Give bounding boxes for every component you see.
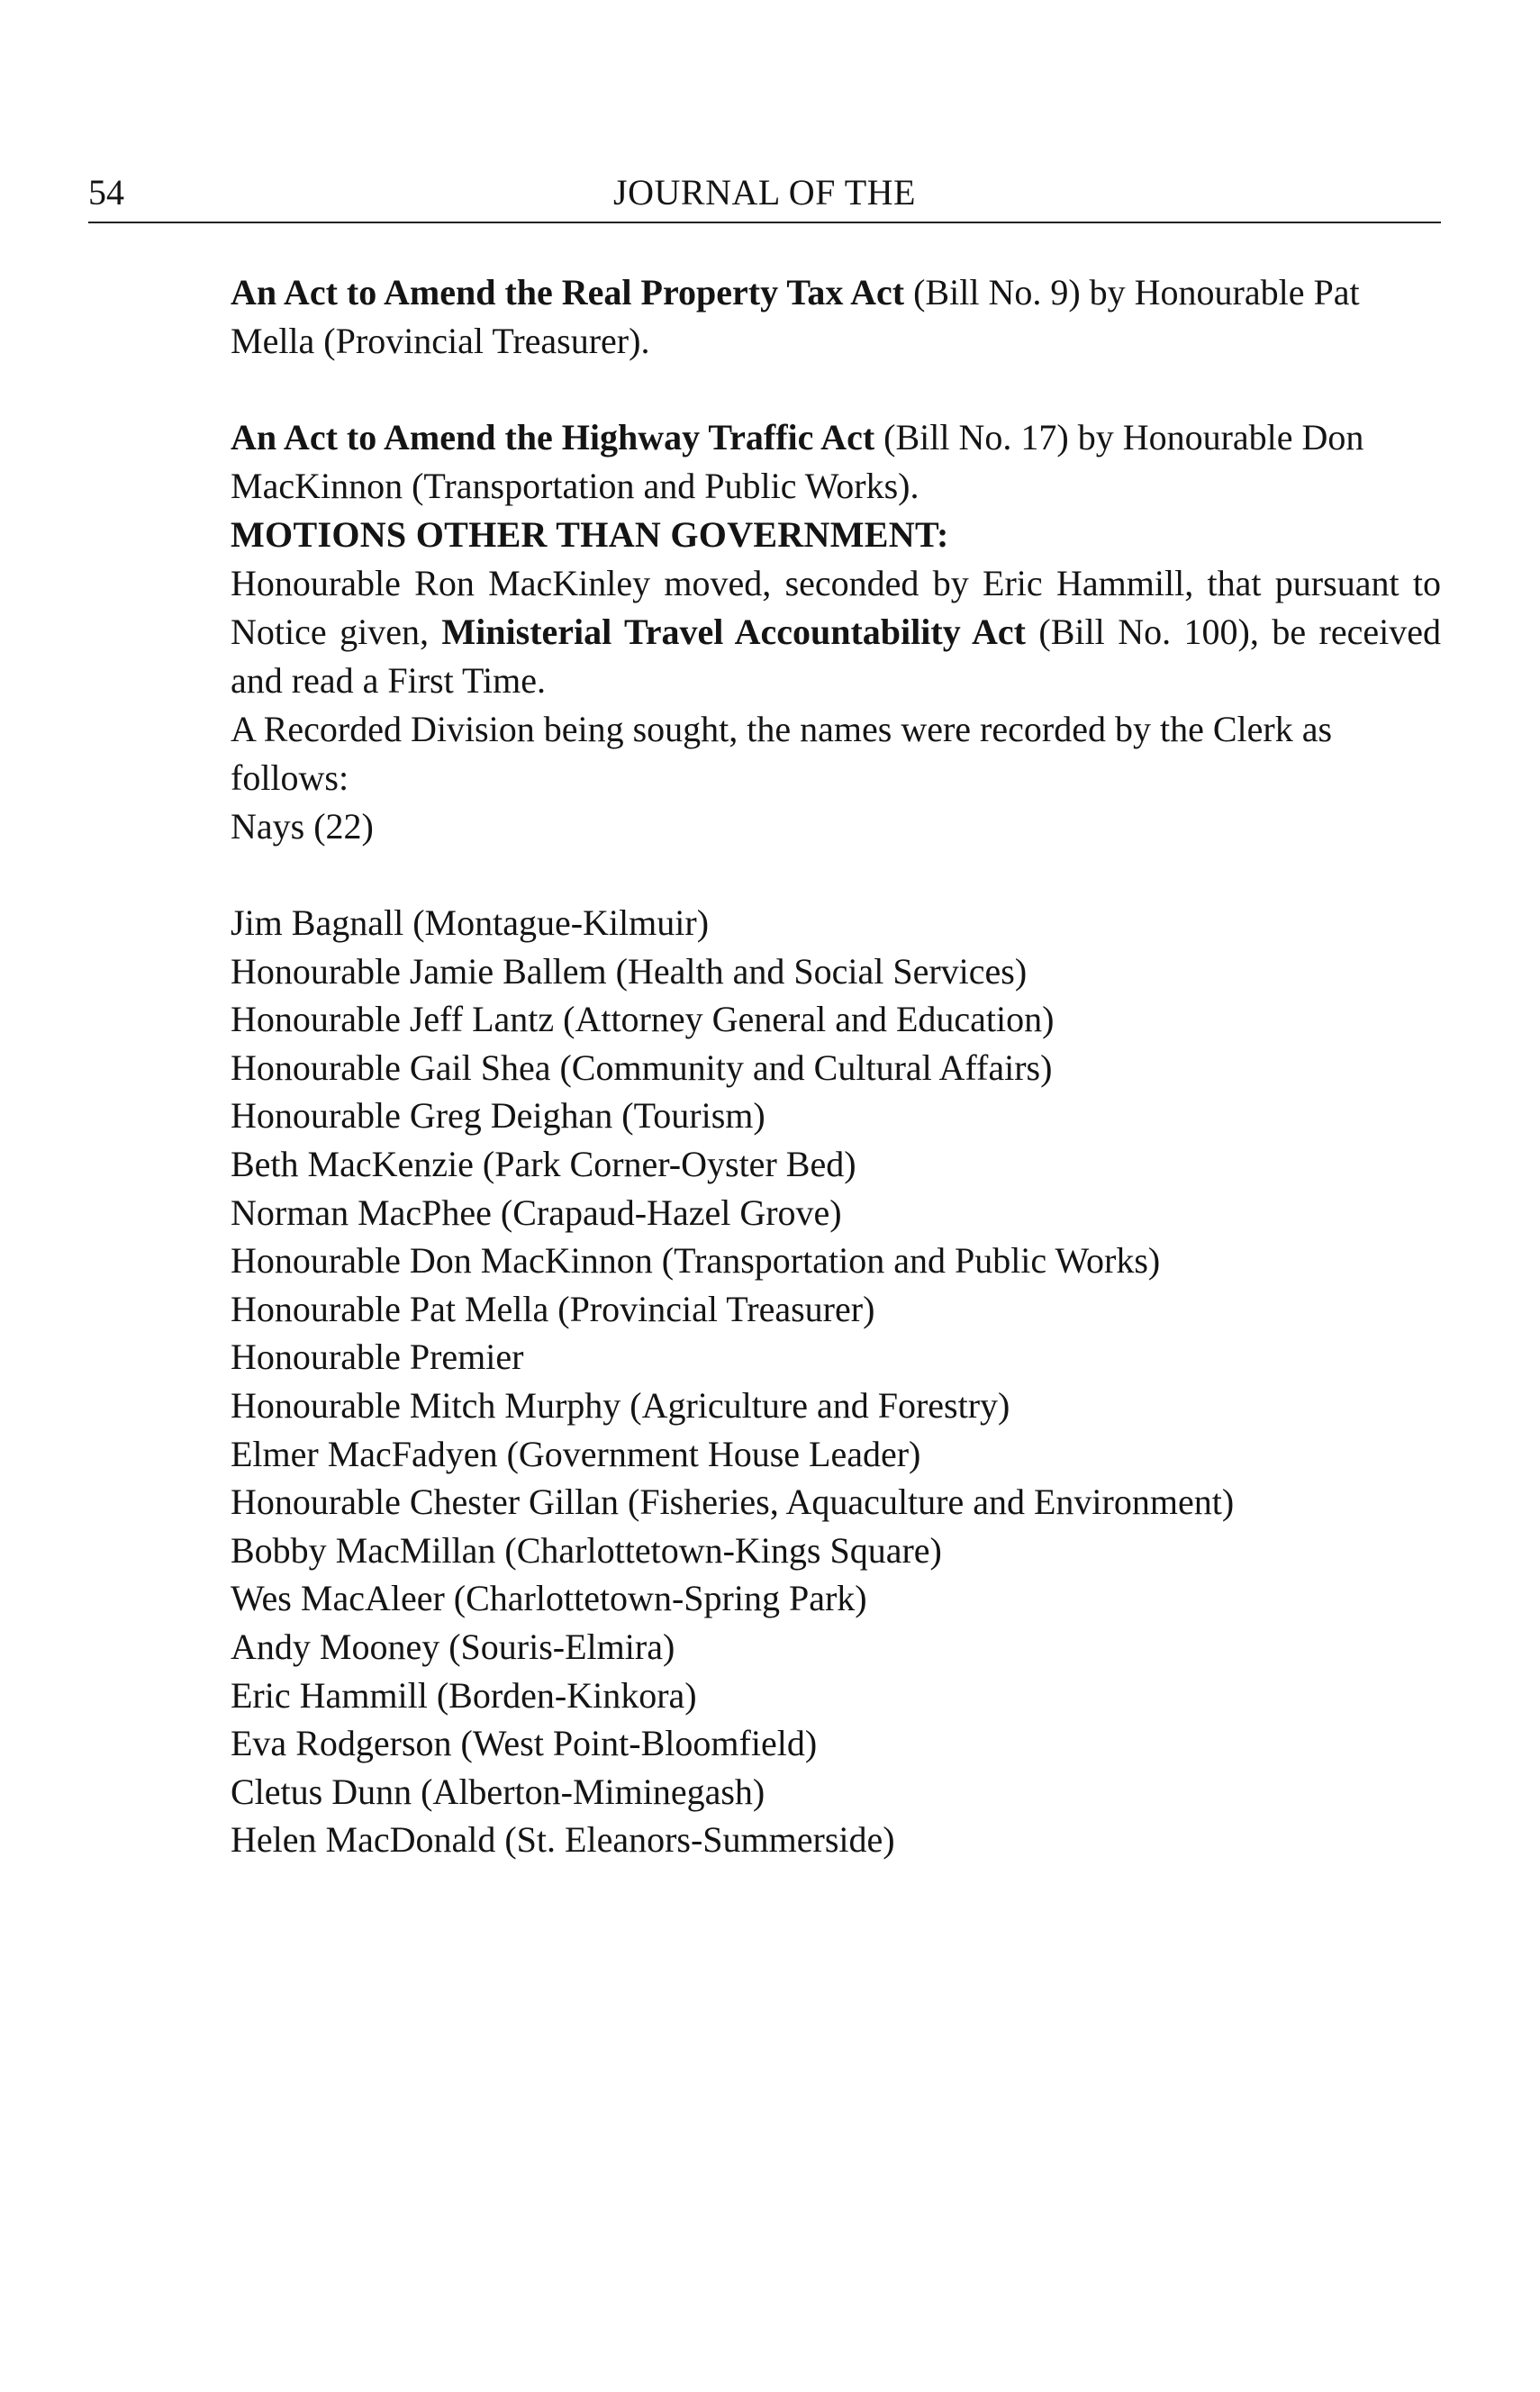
list-item: Elmer MacFadyen (Government House Leader) [231, 1433, 921, 1474]
list-item: Eric Hammill (Borden-Kinkora) [231, 1674, 697, 1716]
list-item: Andy Mooney (Souris-Elmira) [231, 1626, 675, 1667]
motion-bill-title: Ministerial Travel Accountability Act [441, 612, 1026, 652]
bill-entry [231, 413, 1441, 511]
list-item: Honourable Jeff Lantz (Attorney General and Education) [231, 999, 1055, 1040]
list-item: Honourable Premier [231, 1336, 524, 1378]
list-item: Wes MacAleer (Charlottetown-Spring Park) [231, 1578, 867, 1619]
list-item: Beth MacKenzie (Park Corner-Oyster Bed) [231, 1143, 856, 1184]
running-head: JOURNAL OF THE [613, 172, 916, 213]
nays-list [231, 899, 1441, 1864]
list-item: Honourable Chester Gillan (Fisheries, Aquaculture and Environment) [231, 1481, 1235, 1523]
motion-paragraph [231, 559, 1441, 705]
division-intro: A Recorded Division being sought, the names were recorded by the Clerk as follows: [231, 709, 1333, 798]
list-item: Honourable Mitch Murphy (Agriculture and Forestry) [231, 1384, 1010, 1426]
bill-details: (Bill No. 9) by Honourable Pat Mella (Provincial Treasurer). [231, 272, 1360, 361]
bill-title: An Act to Amend the Highway Traffic Act [231, 417, 875, 458]
motion-outro: (Bill No. 100), be received and read a First Time. [231, 612, 1442, 701]
bill-title: An Act to Amend the Real Property Tax Act [231, 272, 905, 313]
bill-details: (Bill No. 17) by Honourable Don MacKinnon (Transportation and Public Works). [231, 417, 1364, 506]
list-item: Honourable Don MacKinnon (Transportation and Public Works) [231, 1240, 1161, 1282]
list-item: Helen MacDonald (St. Eleanors-Summerside) [231, 1819, 895, 1861]
list-item: Honourable Pat Mella (Provincial Treasurer) [231, 1288, 875, 1329]
list-item: Honourable Jamie Ballem (Health and Social Services) [231, 950, 1028, 992]
list-item: Honourable Gail Shea (Community and Cultural Affairs) [231, 1046, 1053, 1088]
section-heading: MOTIONS OTHER THAN GOVERNMENT: [231, 514, 949, 555]
journal-content [231, 268, 1441, 1900]
page-number: 54 [88, 172, 124, 213]
list-item: Jim Bagnall (Montague-Kilmuir) [231, 902, 710, 943]
list-item: Honourable Greg Deighan (Tourism) [231, 1095, 765, 1137]
list-item: Cletus Dunn (Alberton-Miminegash) [231, 1771, 765, 1812]
page-header [88, 168, 1441, 223]
list-item: Bobby MacMillan (Charlottetown-Kings Square) [231, 1529, 942, 1571]
nays-heading: Nays (22) [231, 806, 374, 847]
bill-entry [231, 268, 1441, 366]
list-item: Eva Rodgerson (West Point-Bloomfield) [231, 1723, 818, 1764]
list-item: Norman MacPhee (Crapaud-Hazel Grove) [231, 1191, 842, 1233]
motion-intro: Honourable Ron MacKinley moved, seconded by Eric Hammill, that pursuant to Notice given, [231, 563, 1441, 652]
